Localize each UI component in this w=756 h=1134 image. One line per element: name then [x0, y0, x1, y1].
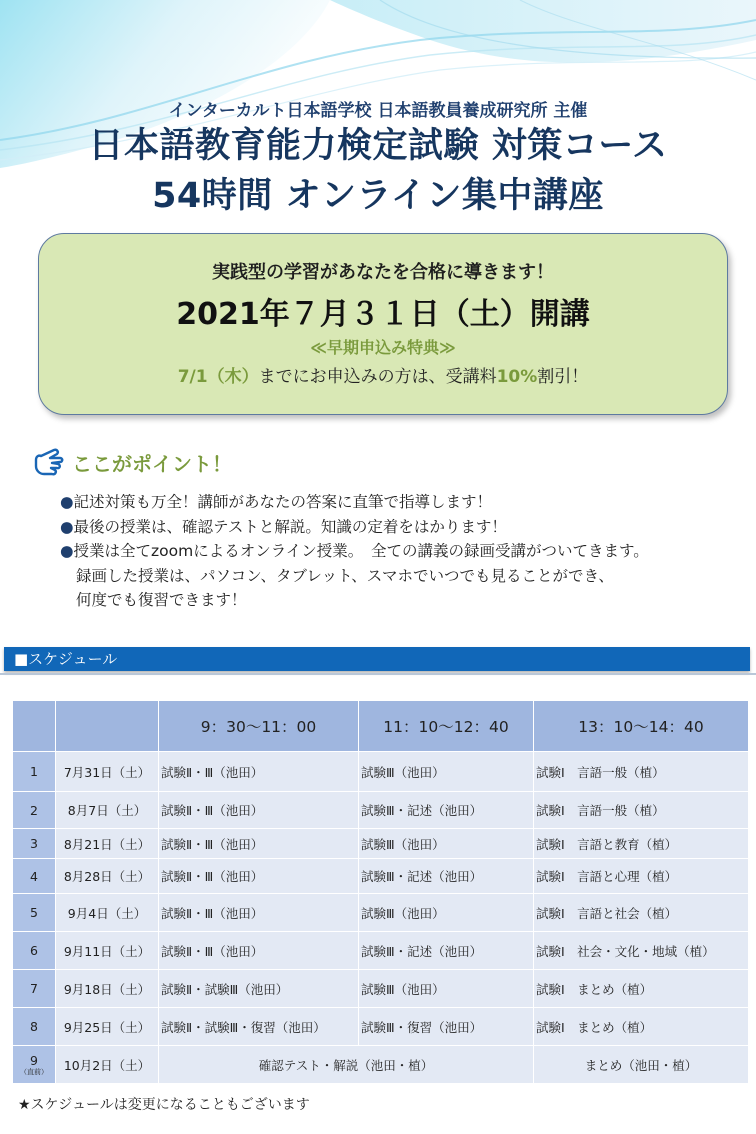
point-item: ●最後の授業は、確認テストと解説。知識の定着をはかります！	[60, 517, 507, 536]
session-number: 2	[13, 792, 56, 829]
organizer-line: インターカルト日本語学校 日本語教員養成研究所 主催	[168, 101, 588, 121]
session-number: 6	[13, 932, 56, 970]
period2-cell: 試験Ⅲ（池田）	[359, 829, 534, 859]
page-title-line2: 54時間 オンライン集中講座	[152, 176, 604, 216]
session-number: 3	[13, 829, 56, 859]
period3-cell: 試験Ⅰ 言語と心理（植）	[534, 859, 749, 894]
discount-rate: 10%	[496, 367, 538, 387]
table-row	[13, 1046, 749, 1084]
column-header	[13, 701, 56, 752]
column-header-period3: 13：10〜14：40	[534, 701, 749, 752]
period2-cell: 試験Ⅲ・記述（池田）	[359, 859, 534, 894]
period1-cell: 試験Ⅱ・Ⅲ（池田）	[159, 792, 359, 829]
table-row	[13, 970, 749, 1008]
period3-cell: 試験Ⅰ 言語と社会（植）	[534, 894, 749, 932]
period1-cell: 試験Ⅱ・試験Ⅲ・復習（池田）	[159, 1008, 359, 1046]
column-header-period1: 9：30〜11：00	[159, 701, 359, 752]
point-item-continuation: 何度でも復習できます！	[76, 591, 247, 609]
table-row	[13, 752, 749, 792]
schedule-section-header: ■スケジュール	[4, 647, 750, 671]
table-header-row	[13, 701, 749, 752]
session-number-value: 9	[30, 1053, 38, 1068]
points-heading	[30, 443, 232, 481]
point-item: ●記述対策も万全！講師があなたの答案に直筆で指導します！	[60, 493, 493, 511]
bullet: ●	[60, 517, 74, 536]
period3-cell: 試験Ⅰ 言語一般（植）	[534, 792, 749, 829]
session-date: 8月21日（土）	[56, 829, 159, 859]
divider	[0, 673, 756, 675]
table-row	[13, 894, 749, 932]
discount-deadline: 7/1（木）	[177, 367, 259, 387]
period2-cell: 試験Ⅲ・復習（池田）	[359, 1008, 534, 1046]
session-date: 9月18日（土）	[56, 970, 159, 1008]
period1-cell: 試験Ⅱ・試験Ⅲ（池田）	[159, 970, 359, 1008]
points-list	[60, 490, 750, 613]
table-row	[13, 859, 749, 894]
session-number-note: （直前）	[20, 1068, 48, 1076]
bullet: ●	[60, 493, 74, 511]
period2-cell: 試験Ⅲ・記述（池田）	[359, 932, 534, 970]
schedule-table	[12, 700, 749, 1084]
page-title-line1: 日本語教育能力検定試験 対策コース	[88, 126, 668, 166]
period1-cell: 試験Ⅱ・Ⅲ（池田）	[159, 859, 359, 894]
period2-cell: 試験Ⅲ（池田）	[359, 894, 534, 932]
column-header	[56, 701, 159, 752]
discount-text: までにお申込みの方は、受講料	[258, 367, 497, 387]
pointing-hand-icon	[30, 444, 66, 480]
point-item: ●授業は全てzoomによるオンライン授業。 全ての講義の録画受講がついてきます。	[60, 542, 649, 560]
session-number	[13, 1046, 56, 1084]
bullet: ●	[60, 542, 74, 560]
period2-cell: 試験Ⅲ（池田）	[359, 970, 534, 1008]
period2-cell: 試験Ⅲ（池田）	[359, 752, 534, 792]
table-row	[13, 792, 749, 829]
promo-box	[38, 233, 728, 415]
table-row	[13, 829, 749, 859]
period1-cell: 試験Ⅱ・Ⅲ（池田）	[159, 932, 359, 970]
session-date: 7月31日（土）	[56, 752, 159, 792]
session-date: 10月2日（土）	[56, 1046, 159, 1084]
discount-text-end: 割引！	[537, 367, 589, 387]
session-date: 8月7日（土）	[56, 792, 159, 829]
discount-line	[39, 362, 727, 387]
session-number: 8	[13, 1008, 56, 1046]
course-start-date: 2021年７月３１日（土）開講	[176, 297, 590, 332]
period3-cell: 試験Ⅰ 言語一般（植）	[534, 752, 749, 792]
period3-cell: 試験Ⅰ 言語と教育（植）	[534, 829, 749, 859]
period3-cell: 試験Ⅰ まとめ（植）	[534, 970, 749, 1008]
session-date: 8月28日（土）	[56, 859, 159, 894]
period1-cell: 試験Ⅱ・Ⅲ（池田）	[159, 894, 359, 932]
session-number: 7	[13, 970, 56, 1008]
points-heading-text: ここがポイント！	[72, 451, 232, 476]
period2-cell: 試験Ⅲ・記述（池田）	[359, 792, 534, 829]
session-date: 9月4日（土）	[56, 894, 159, 932]
period1-cell: 試験Ⅱ・Ⅲ（池田）	[159, 829, 359, 859]
period3-cell: 試験Ⅰ まとめ（植）	[534, 1008, 749, 1046]
session-number: 1	[13, 752, 56, 792]
early-bird-title: ≪早期申込み特典≫	[310, 338, 456, 357]
point-item-continuation: 録画した授業は、パソコン、タブレット、スマホでいつでも見ることができ、	[76, 566, 614, 585]
session-date: 9月25日（土）	[56, 1008, 159, 1046]
period1-cell: 試験Ⅱ・Ⅲ（池田）	[159, 752, 359, 792]
column-header-period2: 11：10〜12：40	[359, 701, 534, 752]
period3-cell: 試験Ⅰ 社会・文化・地域（植）	[534, 932, 749, 970]
schedule-footnote: ★スケジュールは変更になることもございます	[18, 1097, 310, 1113]
merged-period-cell: 確認テスト・解説（池田・植）	[159, 1046, 534, 1084]
promo-tagline: 実践型の学習があなたを合格に導きます！	[212, 262, 554, 283]
session-number: 4	[13, 859, 56, 894]
table-row	[13, 932, 749, 970]
period3-cell: まとめ（池田・植）	[534, 1046, 749, 1084]
session-number: 5	[13, 894, 56, 932]
table-row	[13, 1008, 749, 1046]
session-date: 9月11日（土）	[56, 932, 159, 970]
